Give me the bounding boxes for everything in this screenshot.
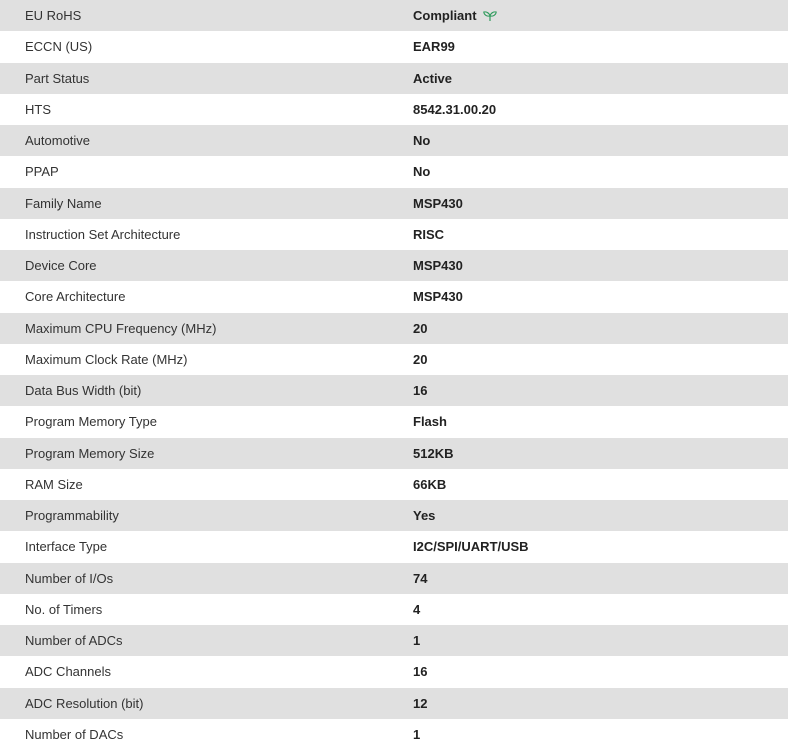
table-row: [0, 188, 788, 219]
spec-value: MSP430: [388, 250, 788, 281]
spec-label: Program Memory Size: [0, 438, 388, 469]
spec-value: RISC: [388, 219, 788, 250]
spec-label: Instruction Set Architecture: [0, 219, 388, 250]
spec-value: 16: [388, 375, 788, 406]
table-row: [0, 94, 788, 125]
spec-label: No. of Timers: [0, 594, 388, 625]
spec-value: I2C/SPI/UART/USB: [388, 531, 788, 562]
spec-value: 12: [388, 688, 788, 719]
spec-label: Core Architecture: [0, 281, 388, 312]
spec-value: MSP430: [388, 188, 788, 219]
table-row: [0, 531, 788, 562]
spec-value: 1: [388, 625, 788, 656]
table-row: [0, 594, 788, 625]
spec-label: Family Name: [0, 188, 388, 219]
table-row: [0, 688, 788, 719]
spec-label: Number of DACs: [0, 719, 388, 750]
table-row: [0, 250, 788, 281]
spec-label: Number of I/Os: [0, 563, 388, 594]
spec-value: 8542.31.00.20: [388, 94, 788, 125]
spec-label: Device Core: [0, 250, 388, 281]
spec-label: Number of ADCs: [0, 625, 388, 656]
spec-label: ADC Resolution (bit): [0, 688, 388, 719]
spec-value: 74: [388, 563, 788, 594]
spec-value: No: [388, 125, 788, 156]
table-row: [0, 500, 788, 531]
spec-value: Flash: [388, 406, 788, 437]
table-row: [0, 656, 788, 687]
spec-label: Programmability: [0, 500, 388, 531]
spec-value: Compliant: [413, 8, 477, 24]
spec-value: No: [388, 156, 788, 187]
table-row: [0, 31, 788, 62]
spec-label: Automotive: [0, 125, 388, 156]
table-row: [0, 719, 788, 750]
spec-label: ADC Channels: [0, 656, 388, 687]
spec-label: Maximum Clock Rate (MHz): [0, 344, 388, 375]
spec-label: EU RoHS: [0, 0, 388, 31]
table-row: [0, 344, 788, 375]
spec-value: 512KB: [388, 438, 788, 469]
spec-value: 4: [388, 594, 788, 625]
spec-value: 1: [388, 719, 788, 750]
table-row: [0, 0, 788, 31]
spec-value: MSP430: [388, 281, 788, 312]
table-row: [0, 281, 788, 312]
table-row: [0, 219, 788, 250]
spec-label: Interface Type: [0, 531, 388, 562]
spec-value: Active: [388, 63, 788, 94]
table-row: [0, 469, 788, 500]
spec-label: PPAP: [0, 156, 388, 187]
spec-value-cell: [388, 0, 788, 31]
spec-value: Yes: [388, 500, 788, 531]
table-row: [0, 156, 788, 187]
table-row: [0, 438, 788, 469]
spec-value: 16: [388, 656, 788, 687]
spec-label: RAM Size: [0, 469, 388, 500]
table-row: [0, 313, 788, 344]
spec-value: 20: [388, 313, 788, 344]
spec-label: ECCN (US): [0, 31, 388, 62]
spec-value: 20: [388, 344, 788, 375]
leaf-icon: [483, 10, 497, 22]
spec-label: HTS: [0, 94, 388, 125]
table-row: [0, 63, 788, 94]
table-row: [0, 406, 788, 437]
spec-label: Maximum CPU Frequency (MHz): [0, 313, 388, 344]
spec-label: Program Memory Type: [0, 406, 388, 437]
table-row: [0, 625, 788, 656]
table-row: [0, 563, 788, 594]
table-row: [0, 125, 788, 156]
spec-value: EAR99: [388, 31, 788, 62]
table-row: [0, 375, 788, 406]
spec-label: Data Bus Width (bit): [0, 375, 388, 406]
spec-value: 66KB: [388, 469, 788, 500]
spec-label: Part Status: [0, 63, 388, 94]
